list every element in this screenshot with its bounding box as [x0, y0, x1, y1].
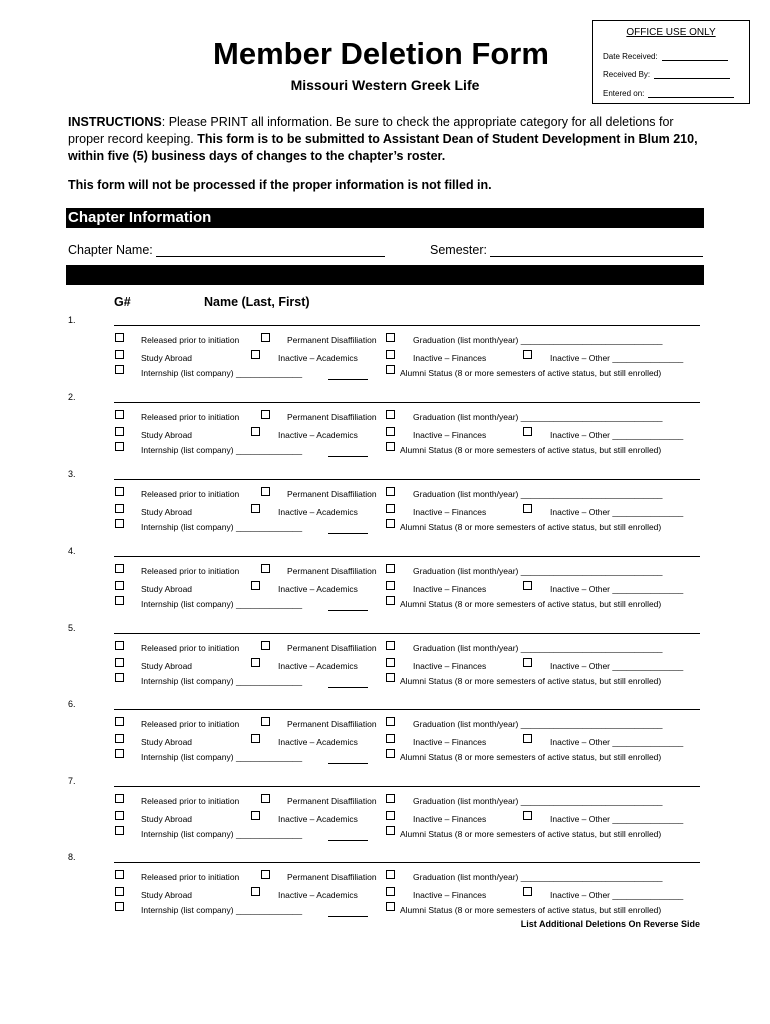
alumni-status-checkbox[interactable]: [386, 749, 395, 758]
inactive-academics-label: Inactive – Academics: [278, 737, 358, 747]
study-abroad-checkbox[interactable]: [115, 887, 124, 896]
alumni-status-label: Alumni Status (8 or more semesters of active status, but still enrolled): [400, 599, 662, 609]
entry-number: 1.: [68, 315, 76, 325]
instructions-bold: This form is to be submitted to Assistant Dean of Student Development in Blum 210, within five (5) business days of changes to the chapter’s roster.: [68, 132, 698, 163]
alumni-status-label: Alumni Status (8 or more semesters of active status, but still enrolled): [400, 445, 662, 455]
column-header-g: G#: [114, 295, 131, 309]
inactive-finances-label: Inactive – Finances: [413, 584, 487, 594]
chapter-name-field[interactable]: [156, 256, 385, 257]
warning-text: This form will not be processed if the proper information is not filled in.: [68, 178, 492, 192]
inactive-finances-checkbox[interactable]: [386, 504, 395, 513]
footer-note: List Additional Deletions On Reverse Side: [520, 919, 700, 929]
member-name-field[interactable]: [114, 786, 700, 787]
internship-field[interactable]: [328, 533, 368, 534]
inactive-academics-label: Inactive – Academics: [278, 353, 358, 363]
entry-number: 6.: [68, 699, 76, 709]
study-abroad-label: Study Abroad: [141, 584, 193, 594]
inactive-academics-checkbox[interactable]: [251, 811, 260, 820]
date-received-label: Date Received:: [603, 52, 658, 61]
inactive-finances-checkbox[interactable]: [386, 427, 395, 436]
graduation-label: Graduation (list month/year) ______________________________: [413, 335, 663, 345]
internship-label: Internship (list company) ______________: [141, 829, 303, 839]
graduation-label: Graduation (list month/year) ______________________________: [413, 489, 663, 499]
released-label: Released prior to initiation: [141, 412, 240, 422]
inactive-academics-label: Inactive – Academics: [278, 661, 358, 671]
released-label: Released prior to initiation: [141, 489, 240, 499]
internship-label: Internship (list company) ______________: [141, 676, 303, 686]
study-abroad-checkbox[interactable]: [115, 504, 124, 513]
internship-checkbox[interactable]: [115, 673, 124, 682]
inactive-other-label: Inactive – Other _______________: [550, 737, 684, 747]
graduation-label: Graduation (list month/year) ______________________________: [413, 719, 663, 729]
released-label: Released prior to initiation: [141, 335, 240, 345]
member-entry: [0, 315, 770, 393]
entry-number: 3.: [68, 469, 76, 479]
graduation-label: Graduation (list month/year) ______________________________: [413, 643, 663, 653]
member-entry: [0, 392, 770, 470]
page-title-text: Member Deletion Form: [213, 36, 549, 71]
internship-checkbox[interactable]: [115, 519, 124, 528]
released-checkbox[interactable]: [115, 487, 124, 496]
inactive-finances-label: Inactive – Finances: [413, 661, 487, 671]
graduation-label: Graduation (list month/year) ______________________________: [413, 872, 663, 882]
inactive-finances-label: Inactive – Finances: [413, 737, 487, 747]
alumni-status-label: Alumni Status (8 or more semesters of active status, but still enrolled): [400, 829, 662, 839]
inactive-finances-checkbox[interactable]: [386, 811, 395, 820]
internship-label: Internship (list company) ______________: [141, 905, 303, 915]
permanent-disaffiliation-checkbox[interactable]: [261, 487, 270, 496]
inactive-finances-label: Inactive – Finances: [413, 890, 487, 900]
internship-checkbox[interactable]: [115, 902, 124, 911]
page-subtitle: Missouri Western Greek Life: [290, 77, 480, 93]
inactive-other-label: Inactive – Other _______________: [550, 890, 684, 900]
page-title: [0, 36, 770, 72]
released-checkbox[interactable]: [115, 717, 124, 726]
alumni-status-checkbox[interactable]: [386, 442, 395, 451]
released-label: Released prior to initiation: [141, 796, 240, 806]
inactive-other-checkbox[interactable]: [523, 350, 532, 359]
study-abroad-label: Study Abroad: [141, 507, 193, 517]
internship-field[interactable]: [328, 840, 368, 841]
study-abroad-label: Study Abroad: [141, 737, 193, 747]
entry-number: 2.: [68, 392, 76, 402]
released-checkbox[interactable]: [115, 410, 124, 419]
inactive-other-checkbox[interactable]: [523, 504, 532, 513]
alumni-status-label: Alumni Status (8 or more semesters of active status, but still enrolled): [400, 522, 662, 532]
alumni-status-label: Alumni Status (8 or more semesters of active status, but still enrolled): [400, 752, 662, 762]
internship-field[interactable]: [328, 763, 368, 764]
inactive-other-label: Inactive – Other _______________: [550, 507, 684, 517]
permanent-disaffiliation-checkbox[interactable]: [261, 717, 270, 726]
inactive-academics-label: Inactive – Academics: [278, 430, 358, 440]
graduation-checkbox[interactable]: [386, 870, 395, 879]
released-checkbox[interactable]: [115, 641, 124, 650]
permanent-disaffiliation-checkbox[interactable]: [261, 794, 270, 803]
entry-number: 5.: [68, 623, 76, 633]
released-checkbox[interactable]: [115, 870, 124, 879]
graduation-checkbox[interactable]: [386, 333, 395, 342]
inactive-other-label: Inactive – Other _______________: [550, 661, 684, 671]
inactive-academics-checkbox[interactable]: [251, 350, 260, 359]
inactive-other-label: Inactive – Other _______________: [550, 353, 684, 363]
inactive-other-checkbox[interactable]: [523, 887, 532, 896]
internship-label: Internship (list company) ______________: [141, 599, 303, 609]
alumni-status-checkbox[interactable]: [386, 519, 395, 528]
alumni-status-label: Alumni Status (8 or more semesters of active status, but still enrolled): [400, 905, 662, 915]
divider-bar: [66, 265, 704, 285]
internship-checkbox[interactable]: [115, 826, 124, 835]
study-abroad-checkbox[interactable]: [115, 658, 124, 667]
chapter-info-heading: Chapter Information: [66, 208, 704, 228]
graduation-checkbox[interactable]: [386, 564, 395, 573]
internship-field[interactable]: [328, 610, 368, 611]
permanent-disaffiliation-label: Permanent Disaffiliation: [287, 872, 377, 882]
alumni-status-checkbox[interactable]: [386, 596, 395, 605]
graduation-checkbox[interactable]: [386, 717, 395, 726]
released-label: Released prior to initiation: [141, 643, 240, 653]
study-abroad-label: Study Abroad: [141, 661, 193, 671]
member-name-field[interactable]: [114, 633, 700, 634]
inactive-other-label: Inactive – Other _______________: [550, 430, 684, 440]
inactive-other-checkbox[interactable]: [523, 734, 532, 743]
chapter-name-label: Chapter Name:: [68, 243, 153, 257]
released-checkbox[interactable]: [115, 333, 124, 342]
internship-label: Internship (list company) ______________: [141, 522, 303, 532]
entry-number: 8.: [68, 852, 76, 862]
permanent-disaffiliation-label: Permanent Disaffiliation: [287, 796, 377, 806]
inactive-academics-checkbox[interactable]: [251, 658, 260, 667]
inactive-other-checkbox[interactable]: [523, 427, 532, 436]
internship-checkbox[interactable]: [115, 596, 124, 605]
permanent-disaffiliation-label: Permanent Disaffiliation: [287, 719, 377, 729]
inactive-academics-label: Inactive – Academics: [278, 814, 358, 824]
alumni-status-checkbox[interactable]: [386, 673, 395, 682]
member-name-field[interactable]: [114, 402, 700, 403]
entered-on-field[interactable]: [648, 97, 734, 98]
inactive-other-label: Inactive – Other _______________: [550, 814, 684, 824]
graduation-label: Graduation (list month/year) ______________________________: [413, 412, 663, 422]
inactive-academics-label: Inactive – Academics: [278, 584, 358, 594]
inactive-academics-label: Inactive – Academics: [278, 890, 358, 900]
study-abroad-checkbox[interactable]: [115, 811, 124, 820]
study-abroad-checkbox[interactable]: [115, 427, 124, 436]
member-name-field[interactable]: [114, 479, 700, 480]
permanent-disaffiliation-label: Permanent Disaffiliation: [287, 335, 377, 345]
permanent-disaffiliation-checkbox[interactable]: [261, 410, 270, 419]
released-checkbox[interactable]: [115, 564, 124, 573]
inactive-academics-checkbox[interactable]: [251, 427, 260, 436]
released-checkbox[interactable]: [115, 794, 124, 803]
inactive-finances-checkbox[interactable]: [386, 658, 395, 667]
permanent-disaffiliation-checkbox[interactable]: [261, 870, 270, 879]
inactive-other-label: Inactive – Other _______________: [550, 584, 684, 594]
inactive-finances-label: Inactive – Finances: [413, 353, 487, 363]
study-abroad-checkbox[interactable]: [115, 350, 124, 359]
inactive-finances-checkbox[interactable]: [386, 581, 395, 590]
inactive-other-checkbox[interactable]: [523, 811, 532, 820]
graduation-label: Graduation (list month/year) ______________________________: [413, 566, 663, 576]
inactive-finances-checkbox[interactable]: [386, 887, 395, 896]
graduation-checkbox[interactable]: [386, 410, 395, 419]
inactive-finances-checkbox[interactable]: [386, 734, 395, 743]
inactive-academics-checkbox[interactable]: [251, 504, 260, 513]
instructions: [68, 114, 708, 165]
internship-label: Internship (list company) ______________: [141, 445, 303, 455]
internship-checkbox[interactable]: [115, 749, 124, 758]
received-by-label: Received By:: [603, 70, 651, 79]
released-label: Released prior to initiation: [141, 566, 240, 576]
internship-label: Internship (list company) ______________: [141, 368, 303, 378]
member-entry: [0, 623, 770, 701]
internship-field[interactable]: [328, 379, 368, 380]
inactive-academics-checkbox[interactable]: [251, 734, 260, 743]
column-header-name: Name (Last, First): [204, 295, 310, 309]
inactive-finances-checkbox[interactable]: [386, 350, 395, 359]
inactive-other-checkbox[interactable]: [523, 658, 532, 667]
internship-field[interactable]: [328, 687, 368, 688]
study-abroad-label: Study Abroad: [141, 353, 193, 363]
inactive-academics-checkbox[interactable]: [251, 887, 260, 896]
study-abroad-checkbox[interactable]: [115, 581, 124, 590]
permanent-disaffiliation-label: Permanent Disaffiliation: [287, 489, 377, 499]
internship-checkbox[interactable]: [115, 442, 124, 451]
alumni-status-label: Alumni Status (8 or more semesters of active status, but still enrolled): [400, 368, 662, 378]
instructions-lead: INSTRUCTIONS: [68, 115, 162, 129]
permanent-disaffiliation-label: Permanent Disaffiliation: [287, 566, 377, 576]
graduation-checkbox[interactable]: [386, 794, 395, 803]
member-entry: [0, 546, 770, 624]
inactive-finances-label: Inactive – Finances: [413, 814, 487, 824]
member-entry: [0, 699, 770, 777]
inactive-academics-label: Inactive – Academics: [278, 507, 358, 517]
semester-field[interactable]: [490, 256, 703, 257]
alumni-status-checkbox[interactable]: [386, 902, 395, 911]
member-name-field[interactable]: [114, 325, 700, 326]
internship-label: Internship (list company) ______________: [141, 752, 303, 762]
graduation-checkbox[interactable]: [386, 641, 395, 650]
alumni-status-checkbox[interactable]: [386, 365, 395, 374]
released-label: Released prior to initiation: [141, 872, 240, 882]
graduation-label: Graduation (list month/year) ______________________________: [413, 796, 663, 806]
study-abroad-label: Study Abroad: [141, 430, 193, 440]
permanent-disaffiliation-label: Permanent Disaffiliation: [287, 412, 377, 422]
alumni-status-label: Alumni Status (8 or more semesters of active status, but still enrolled): [400, 676, 662, 686]
study-abroad-checkbox[interactable]: [115, 734, 124, 743]
office-use-title: OFFICE USE ONLY: [626, 27, 716, 38]
entered-on-label: Entered on:: [603, 89, 645, 98]
alumni-status-checkbox[interactable]: [386, 826, 395, 835]
released-label: Released prior to initiation: [141, 719, 240, 729]
permanent-disaffiliation-checkbox[interactable]: [261, 333, 270, 342]
inactive-finances-label: Inactive – Finances: [413, 507, 487, 517]
member-entry: [0, 776, 770, 854]
inactive-other-checkbox[interactable]: [523, 581, 532, 590]
internship-checkbox[interactable]: [115, 365, 124, 374]
permanent-disaffiliation-checkbox[interactable]: [261, 641, 270, 650]
member-name-field[interactable]: [114, 556, 700, 557]
inactive-finances-label: Inactive – Finances: [413, 430, 487, 440]
semester-label: Semester:: [430, 243, 487, 257]
member-entry: [0, 469, 770, 547]
permanent-disaffiliation-label: Permanent Disaffiliation: [287, 643, 377, 653]
entry-number: 7.: [68, 776, 76, 786]
inactive-academics-checkbox[interactable]: [251, 581, 260, 590]
graduation-checkbox[interactable]: [386, 487, 395, 496]
permanent-disaffiliation-checkbox[interactable]: [261, 564, 270, 573]
study-abroad-label: Study Abroad: [141, 890, 193, 900]
study-abroad-label: Study Abroad: [141, 814, 193, 824]
member-name-field[interactable]: [114, 862, 700, 863]
member-name-field[interactable]: [114, 709, 700, 710]
instructions-text: : Please PRINT all information. Be sure to check the appropriate category for all deletions for proper record keeping.: [68, 115, 674, 146]
entry-number: 4.: [68, 546, 76, 556]
internship-field[interactable]: [328, 916, 368, 917]
internship-field[interactable]: [328, 456, 368, 457]
